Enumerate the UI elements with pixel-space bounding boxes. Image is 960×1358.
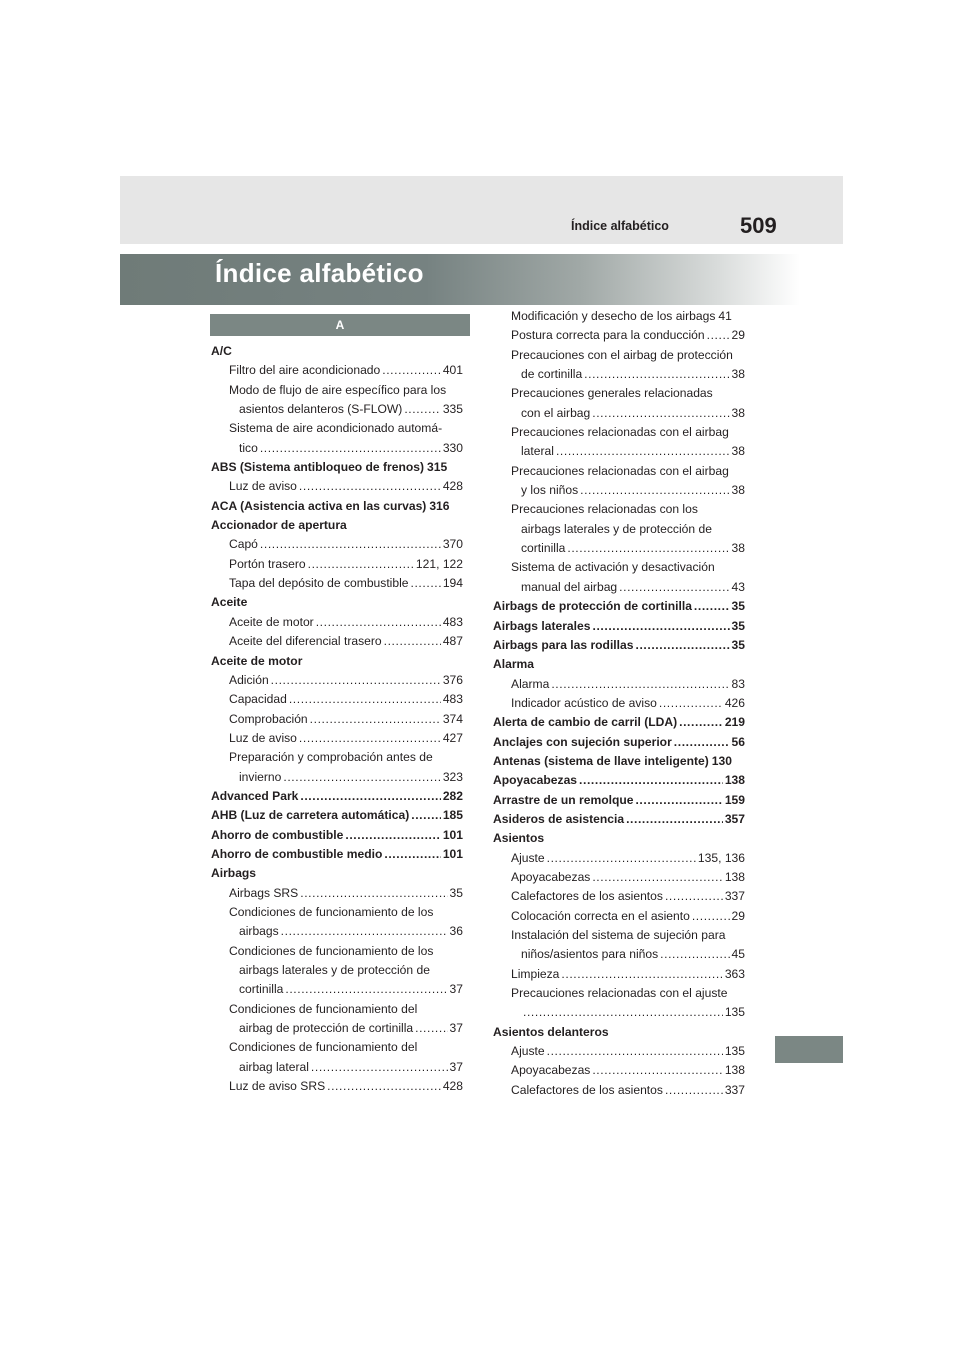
index-term: Postura correcta para la conducción	[511, 328, 705, 343]
dot-leader	[659, 694, 723, 713]
index-term: Aceite	[211, 595, 248, 610]
index-entry	[493, 655, 745, 674]
dot-leader	[580, 481, 729, 500]
index-page-ref: 135	[724, 1005, 745, 1020]
index-page-ref: 35	[731, 637, 745, 652]
index-entry	[211, 516, 463, 535]
index-entry	[211, 419, 463, 438]
index-entry	[211, 381, 463, 400]
index-term: Precauciones relacionadas con el airbag	[511, 463, 729, 478]
index-entry	[493, 868, 745, 887]
dot-leader	[281, 922, 448, 941]
index-term: Ajuste	[511, 850, 545, 865]
index-page-ref: 83	[731, 676, 745, 691]
index-term: Limpieza	[511, 966, 560, 981]
header-band	[120, 176, 843, 244]
index-entry	[493, 907, 745, 926]
index-term: Capacidad	[229, 692, 287, 707]
index-page-ref: 428	[442, 479, 463, 494]
index-page-ref: 487	[442, 634, 463, 649]
index-term: Apoyacabezas	[511, 1063, 591, 1078]
index-entry	[211, 864, 463, 883]
dot-leader	[665, 887, 723, 906]
index-term: Luz de aviso	[229, 730, 297, 745]
index-term: Asientos delanteros	[493, 1024, 609, 1039]
index-entry	[493, 849, 745, 868]
index-page-ref: 185	[442, 808, 463, 823]
index-entry	[493, 404, 745, 423]
index-term: Portón trasero	[229, 556, 306, 571]
index-term: Airbags laterales	[493, 618, 591, 633]
dot-leader	[345, 826, 440, 845]
index-page-ref: 135, 136	[697, 850, 745, 865]
index-page-ref: 330	[442, 440, 463, 455]
index-term: Precauciones relacionadas con el ajuste	[511, 986, 728, 1001]
dot-leader	[551, 675, 729, 694]
index-page-ref: 315	[427, 460, 448, 475]
index-term: Precauciones relacionadas con los	[511, 502, 698, 517]
dot-leader	[592, 617, 729, 636]
index-entry	[211, 1077, 463, 1096]
index-entry	[493, 384, 745, 403]
index-entry	[493, 365, 745, 384]
index-entry	[493, 558, 745, 577]
index-entry	[493, 984, 745, 1003]
index-term: ABS (Sistema antibloqueo de frenos)	[211, 460, 425, 475]
index-term: Airbags SRS	[229, 885, 299, 900]
index-entry	[211, 884, 463, 903]
dot-leader	[592, 404, 729, 423]
index-entry	[211, 710, 463, 729]
index-entry	[211, 980, 463, 999]
index-entry	[493, 733, 745, 752]
index-term: con el airbag	[521, 405, 591, 420]
index-page-ref: 37	[449, 1021, 463, 1036]
index-entry	[493, 539, 745, 558]
index-term: Aceite de motor	[211, 653, 303, 668]
index-term: Comprobación	[229, 711, 308, 726]
index-page-ref: 428	[442, 1079, 463, 1094]
index-entry	[211, 748, 463, 767]
index-page-ref: 376	[442, 672, 463, 687]
dot-leader	[679, 713, 723, 732]
index-term: Asideros de asistencia	[493, 811, 625, 826]
index-page-ref: 138	[724, 1063, 745, 1078]
index-term: Apoyacabezas	[493, 773, 578, 788]
index-term: Alarma	[511, 676, 550, 691]
dot-leader	[665, 1081, 723, 1100]
index-page-ref: 337	[724, 1082, 745, 1097]
dot-leader	[660, 945, 729, 964]
index-entry	[211, 729, 463, 748]
index-term: Luz de aviso	[229, 479, 297, 494]
index-column-right	[493, 307, 745, 1100]
dot-leader	[635, 791, 722, 810]
index-term: Condiciones de funcionamiento de los	[229, 904, 434, 919]
index-entry	[211, 1019, 463, 1038]
dot-leader	[384, 845, 440, 864]
index-entry	[211, 342, 463, 361]
index-term: Apoyacabezas	[511, 869, 591, 884]
index-entry	[493, 771, 745, 790]
index-entry	[211, 652, 463, 671]
index-term: airbags laterales y de protección de	[521, 521, 712, 536]
index-term: Sistema de activación y desactivación	[511, 560, 715, 575]
index-entry	[493, 887, 745, 906]
index-term: Sistema de aire acondicionado automá-	[229, 421, 443, 436]
index-page-ref: 29	[731, 908, 745, 923]
index-page-ref: 426	[724, 695, 745, 710]
dot-leader	[523, 1003, 723, 1022]
index-term: A/C	[211, 344, 232, 358]
index-term: Modificación y desecho de los airbags	[511, 309, 716, 323]
index-term: Antenas (sistema de llave inteligente)	[493, 753, 709, 768]
index-term: invierno	[239, 769, 282, 784]
index-term: airbag de protección de cortinilla	[239, 1021, 414, 1036]
index-term: cortinilla	[239, 982, 284, 997]
index-term: airbags laterales y de protección de	[239, 963, 430, 977]
dot-leader	[707, 326, 730, 345]
dot-leader	[404, 400, 440, 419]
index-entry	[493, 462, 745, 481]
index-entry	[211, 400, 463, 419]
index-entry	[493, 1081, 745, 1100]
index-page-ref: 138	[724, 869, 745, 884]
index-page-ref: 138	[724, 773, 745, 788]
index-term: Advanced Park	[211, 788, 299, 803]
index-entry	[493, 752, 745, 771]
index-entry	[211, 768, 463, 787]
dot-leader	[692, 907, 730, 926]
index-term: Ahorro de combustible	[211, 827, 344, 842]
index-page-ref: 43	[731, 579, 745, 594]
dot-leader	[694, 597, 730, 616]
index-page-ref: 282	[442, 788, 463, 803]
index-entry	[493, 694, 745, 713]
index-term: ACA (Asistencia activa en las curvas)	[211, 498, 427, 513]
dot-leader	[271, 671, 441, 690]
index-term: Alerta de cambio de carril (LDA)	[493, 715, 678, 730]
index-entry	[211, 613, 463, 632]
index-entry	[211, 439, 463, 458]
index-entry	[493, 423, 745, 442]
dot-leader	[411, 806, 441, 825]
dot-leader	[327, 1077, 441, 1096]
dot-leader	[579, 771, 723, 790]
index-entry	[493, 1023, 745, 1042]
index-term: Arrastre de un remolque	[493, 792, 634, 807]
index-term: Filtro del aire acondicionado	[229, 363, 381, 378]
index-entry	[211, 555, 463, 574]
index-page-ref: 35	[731, 618, 745, 633]
index-page-ref: 101	[442, 846, 463, 861]
index-entry	[211, 922, 463, 941]
index-page-ref: 357	[724, 811, 745, 826]
index-term: tico	[239, 440, 258, 455]
index-entry	[211, 593, 463, 612]
dot-leader	[308, 555, 414, 574]
index-entry	[493, 500, 745, 519]
index-term: Condiciones de funcionamiento de los	[229, 943, 434, 958]
index-entry	[211, 1038, 463, 1057]
index-page-ref: 323	[442, 769, 463, 784]
index-entry	[211, 903, 463, 922]
index-page-ref: 483	[442, 692, 463, 707]
index-entry	[211, 458, 463, 477]
index-term: Indicador acústico de aviso	[511, 695, 657, 710]
index-entry	[493, 520, 745, 539]
index-page-ref: 37	[449, 1059, 463, 1074]
index-page-ref: 427	[442, 730, 463, 745]
dot-leader	[300, 884, 447, 903]
index-term: de cortinilla	[521, 367, 583, 382]
index-entry	[493, 791, 745, 810]
index-term: Ahorro de combustible medio	[211, 846, 383, 861]
dot-leader	[310, 710, 441, 729]
index-term: manual del airbag	[521, 579, 618, 594]
index-entry	[211, 826, 463, 845]
index-entry	[493, 346, 745, 365]
index-term: asientos delanteros (S-FLOW)	[239, 402, 403, 417]
index-term: Asientos	[493, 831, 545, 846]
dot-leader	[561, 965, 722, 984]
dot-leader	[285, 980, 447, 999]
index-term: y los niños	[521, 483, 579, 498]
index-entry	[211, 535, 463, 554]
dot-leader	[316, 613, 441, 632]
index-entry	[211, 1000, 463, 1019]
index-entry	[493, 578, 745, 597]
index-page-ref: 363	[724, 966, 745, 981]
index-entry	[211, 477, 463, 496]
index-entry	[211, 961, 463, 980]
index-page-ref: 56	[731, 734, 745, 749]
index-entry	[211, 787, 463, 806]
dot-leader	[260, 535, 441, 554]
dot-leader	[300, 787, 440, 806]
index-page-ref: 45	[731, 947, 745, 962]
index-entry	[211, 361, 463, 380]
index-entry	[493, 1061, 745, 1080]
index-page-ref: 101	[442, 827, 463, 842]
index-page-ref: 37	[449, 982, 463, 997]
index-term: Luz de aviso SRS	[229, 1079, 326, 1094]
index-term: Calefactores de los asientos	[511, 1082, 663, 1097]
dot-leader	[674, 733, 730, 752]
dot-leader	[592, 1061, 722, 1080]
dot-leader	[382, 361, 441, 380]
index-page-ref: 135	[724, 1044, 745, 1059]
index-page-ref: 374	[442, 711, 463, 726]
index-page-ref: 370	[442, 537, 463, 552]
index-page-ref: 159	[724, 792, 745, 807]
index-page-ref: 41	[718, 309, 732, 323]
index-term: Precauciones generales relacionadas	[511, 386, 713, 401]
dot-leader	[556, 442, 730, 461]
letter-section-header: A	[210, 314, 470, 336]
page-title: Índice alfabético	[215, 258, 424, 288]
index-entry	[493, 675, 745, 694]
index-entry	[493, 713, 745, 732]
index-entry	[493, 945, 745, 964]
index-term: Precauciones con el airbag de protección	[511, 347, 733, 362]
index-page-ref: 483	[442, 614, 463, 629]
index-entry	[493, 965, 745, 984]
dot-leader	[626, 810, 723, 829]
index-page-ref: 35	[731, 599, 745, 614]
index-entry	[211, 497, 463, 516]
index-entry	[211, 942, 463, 961]
index-term: Airbags para las rodillas	[493, 637, 634, 652]
index-page-ref: 29	[731, 328, 745, 343]
dot-leader	[619, 578, 729, 597]
index-entry	[493, 597, 745, 616]
index-term: Calefactores de los asientos	[511, 889, 663, 904]
index-entry	[211, 806, 463, 825]
header-section-label: Índice alfabético	[571, 219, 669, 233]
index-page-ref: 38	[731, 483, 745, 498]
index-page-ref: 121, 122	[415, 556, 463, 571]
dot-leader	[547, 849, 696, 868]
index-entry	[211, 574, 463, 593]
index-page-ref: 38	[731, 405, 745, 420]
dot-leader	[311, 1058, 448, 1077]
index-entry	[493, 829, 745, 848]
index-entry	[493, 1003, 745, 1022]
index-page-ref: 401	[442, 363, 463, 378]
index-term: niños/asientos para niños	[521, 947, 659, 962]
index-term: Preparación y comprobación antes de	[229, 750, 433, 765]
index-page-ref: 38	[731, 367, 745, 382]
index-term: airbags	[239, 924, 279, 939]
index-entry	[211, 632, 463, 651]
index-entry	[493, 442, 745, 461]
index-page-ref: 38	[731, 541, 745, 556]
index-page-ref: 335	[442, 402, 463, 417]
index-page-ref: 130	[711, 753, 732, 768]
dot-leader	[260, 439, 441, 458]
index-term: Instalación del sistema de sujeción para	[511, 928, 726, 942]
index-entry	[493, 810, 745, 829]
index-entry	[493, 326, 745, 345]
index-term: cortinilla	[521, 541, 566, 556]
index-page-ref: 36	[449, 924, 463, 939]
dot-leader	[299, 729, 441, 748]
index-term: Alarma	[493, 657, 535, 672]
index-term: lateral	[521, 444, 554, 459]
index-term: Capó	[229, 537, 258, 552]
index-term: Anclajes con sujeción superior	[493, 734, 672, 749]
index-term: Adición	[229, 672, 269, 687]
dot-leader	[567, 539, 729, 558]
dot-leader	[411, 574, 441, 593]
dot-leader	[635, 636, 729, 655]
index-term: Airbags	[211, 866, 257, 881]
index-entry	[493, 636, 745, 655]
index-thumb-tab	[775, 1036, 843, 1063]
index-column-left	[211, 342, 463, 1096]
index-page-ref: 35	[449, 885, 463, 900]
index-term: airbag lateral	[239, 1059, 309, 1074]
index-page-ref: 337	[724, 889, 745, 904]
index-term: Modo de flujo de aire específico para los	[229, 382, 447, 397]
index-page-ref: 38	[731, 444, 745, 459]
index-entry	[211, 1058, 463, 1077]
index-term: Aceite del diferencial trasero	[229, 634, 382, 649]
index-term: Airbags de protección de cortinilla	[493, 599, 692, 614]
index-page-ref: 219	[724, 715, 745, 730]
index-entry	[493, 617, 745, 636]
index-entry	[493, 926, 745, 945]
page-number: 509	[740, 213, 777, 238]
dot-leader	[299, 477, 441, 496]
index-term: Colocación correcta en el asiento	[511, 908, 690, 923]
index-term: Tapa del depósito de combustible	[229, 576, 409, 591]
index-term: Condiciones de funcionamiento del	[229, 1001, 418, 1016]
index-entry	[211, 845, 463, 864]
index-page-ref: 194	[442, 576, 463, 591]
index-term: Accionador de apertura	[211, 518, 347, 533]
index-term: Aceite de motor	[229, 614, 314, 629]
index-entry	[211, 690, 463, 709]
index-entry	[493, 307, 745, 326]
index-term: Condiciones de funcionamiento del	[229, 1040, 418, 1055]
dot-leader	[415, 1019, 447, 1038]
index-term: Precauciones relacionadas con el airbag	[511, 425, 729, 440]
index-term: Ajuste	[511, 1044, 545, 1059]
dot-leader	[384, 632, 441, 651]
dot-leader	[584, 365, 729, 384]
index-page-ref: 316	[429, 498, 450, 513]
index-term: AHB (Luz de carretera automática)	[211, 808, 410, 823]
index-entry	[493, 1042, 745, 1061]
dot-leader	[289, 690, 441, 709]
dot-leader	[547, 1042, 723, 1061]
index-entry	[493, 481, 745, 500]
dot-leader	[592, 868, 722, 887]
dot-leader	[283, 768, 440, 787]
index-entry	[211, 671, 463, 690]
